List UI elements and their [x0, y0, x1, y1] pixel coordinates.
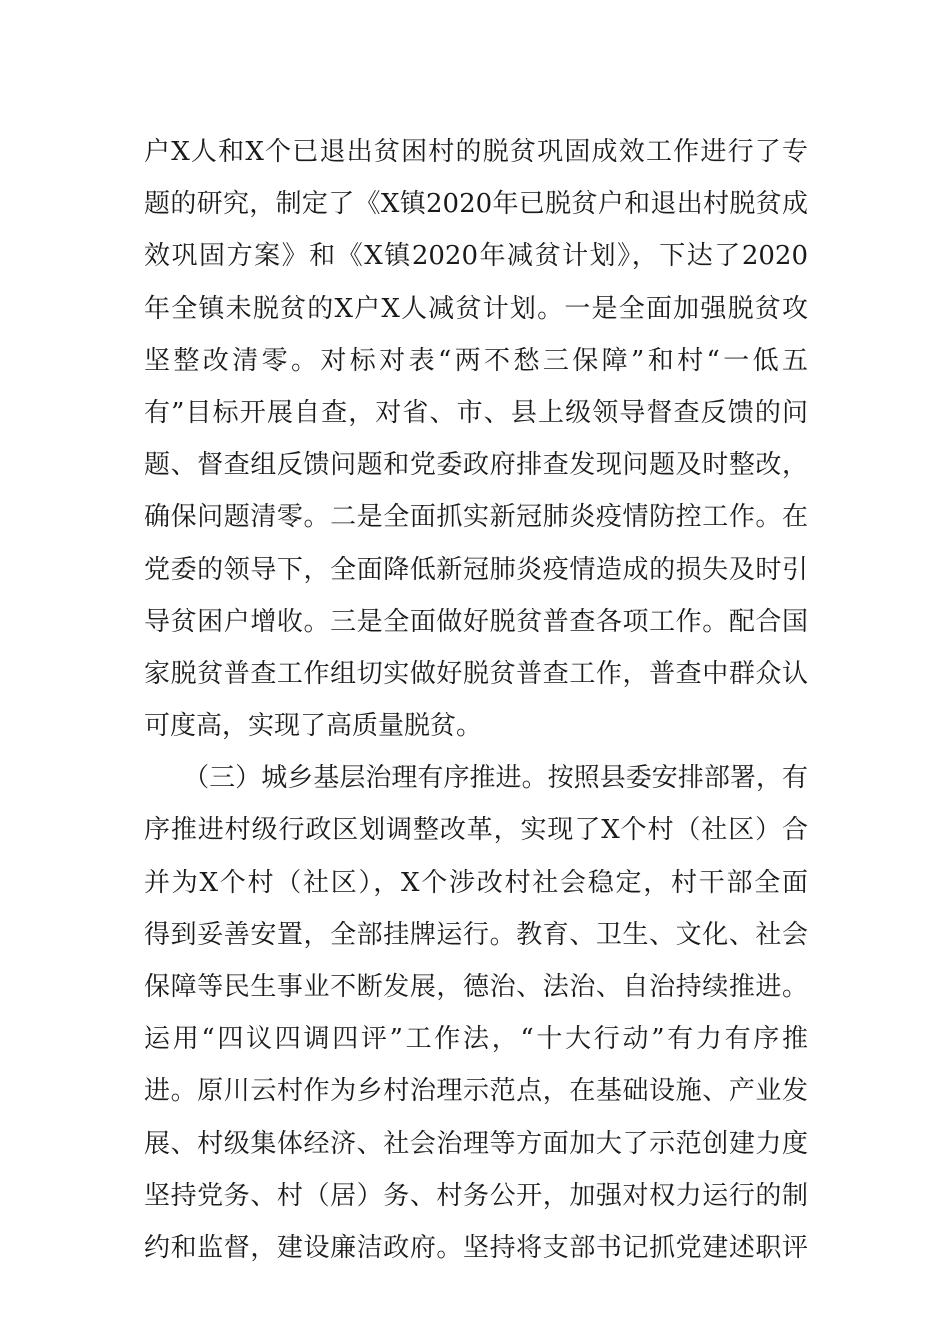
text-line: 坚持党务、村（居）务、村务公开，加强对权力运行的制: [144, 1180, 808, 1211]
text-line: 可度高，实现了高质量脱贫。: [144, 711, 483, 742]
text-line: 序推进村级行政区划调整改革，实现了X个村（社区）合: [144, 815, 808, 846]
text-line: 效巩固方案》和《X镇2020年减贫计划》，下达了2020: [144, 241, 808, 272]
text-line: 进。原川云村作为乡村治理示范点，在基础设施、产业发: [144, 1076, 808, 1107]
text-line: 得到妥善安置，全部挂牌运行。教育、卫生、文化、社会: [144, 919, 808, 950]
text-line: 并为X个村（社区），X个涉改村社会稳定，村干部全面: [144, 867, 808, 898]
text-line: 确保问题清零。二是全面抓实新冠肺炎疫情防控工作。在: [144, 502, 808, 533]
text-line: 户X人和X个已退出贫困村的脱贫巩固成效工作进行了专: [144, 137, 808, 167]
text-line: 题的研究，制定了《X镇2020年已脱贫户和退出村脱贫成: [144, 189, 808, 220]
text-line: 导贫困户增收。三是全面做好脱贫普查各项工作。配合国: [144, 606, 808, 637]
text-line: 保障等民生事业不断发展，德治、法治、自治持续推进。: [144, 972, 808, 1002]
text-line: 有”目标开展自查，对省、市、县上级领导督查反馈的问: [144, 397, 808, 428]
text-line: 年全镇未脱贫的X户X人减贫计划。一是全面加强脱贫攻: [144, 293, 808, 324]
text-line: 党委的领导下，全面降低新冠肺炎疫情造成的损失及时引: [144, 554, 808, 585]
text-line: 约和监督，建设廉洁政府。坚持将支部书记抓党建述职评: [144, 1232, 808, 1263]
body-text: [144, 126, 808, 1274]
text-line: 家脱贫普查工作组切实做好脱贫普查工作，普查中群众认: [144, 658, 808, 689]
text-line: 题、督查组反馈问题和党委政府排查发现问题及时整改，: [144, 450, 808, 481]
text-line: （三）城乡基层治理有序推进。按照县委安排部署，有: [144, 763, 808, 794]
text-line: 展、村级集体经济、社会治理等方面加大了示范创建力度: [144, 1128, 808, 1159]
text-line: 运用“四议四调四评”工作法，“十大行动”有力有序推: [144, 1024, 808, 1055]
text-line: 坚整改清零。对标对表“两不愁三保障”和村“一低五: [144, 345, 808, 376]
